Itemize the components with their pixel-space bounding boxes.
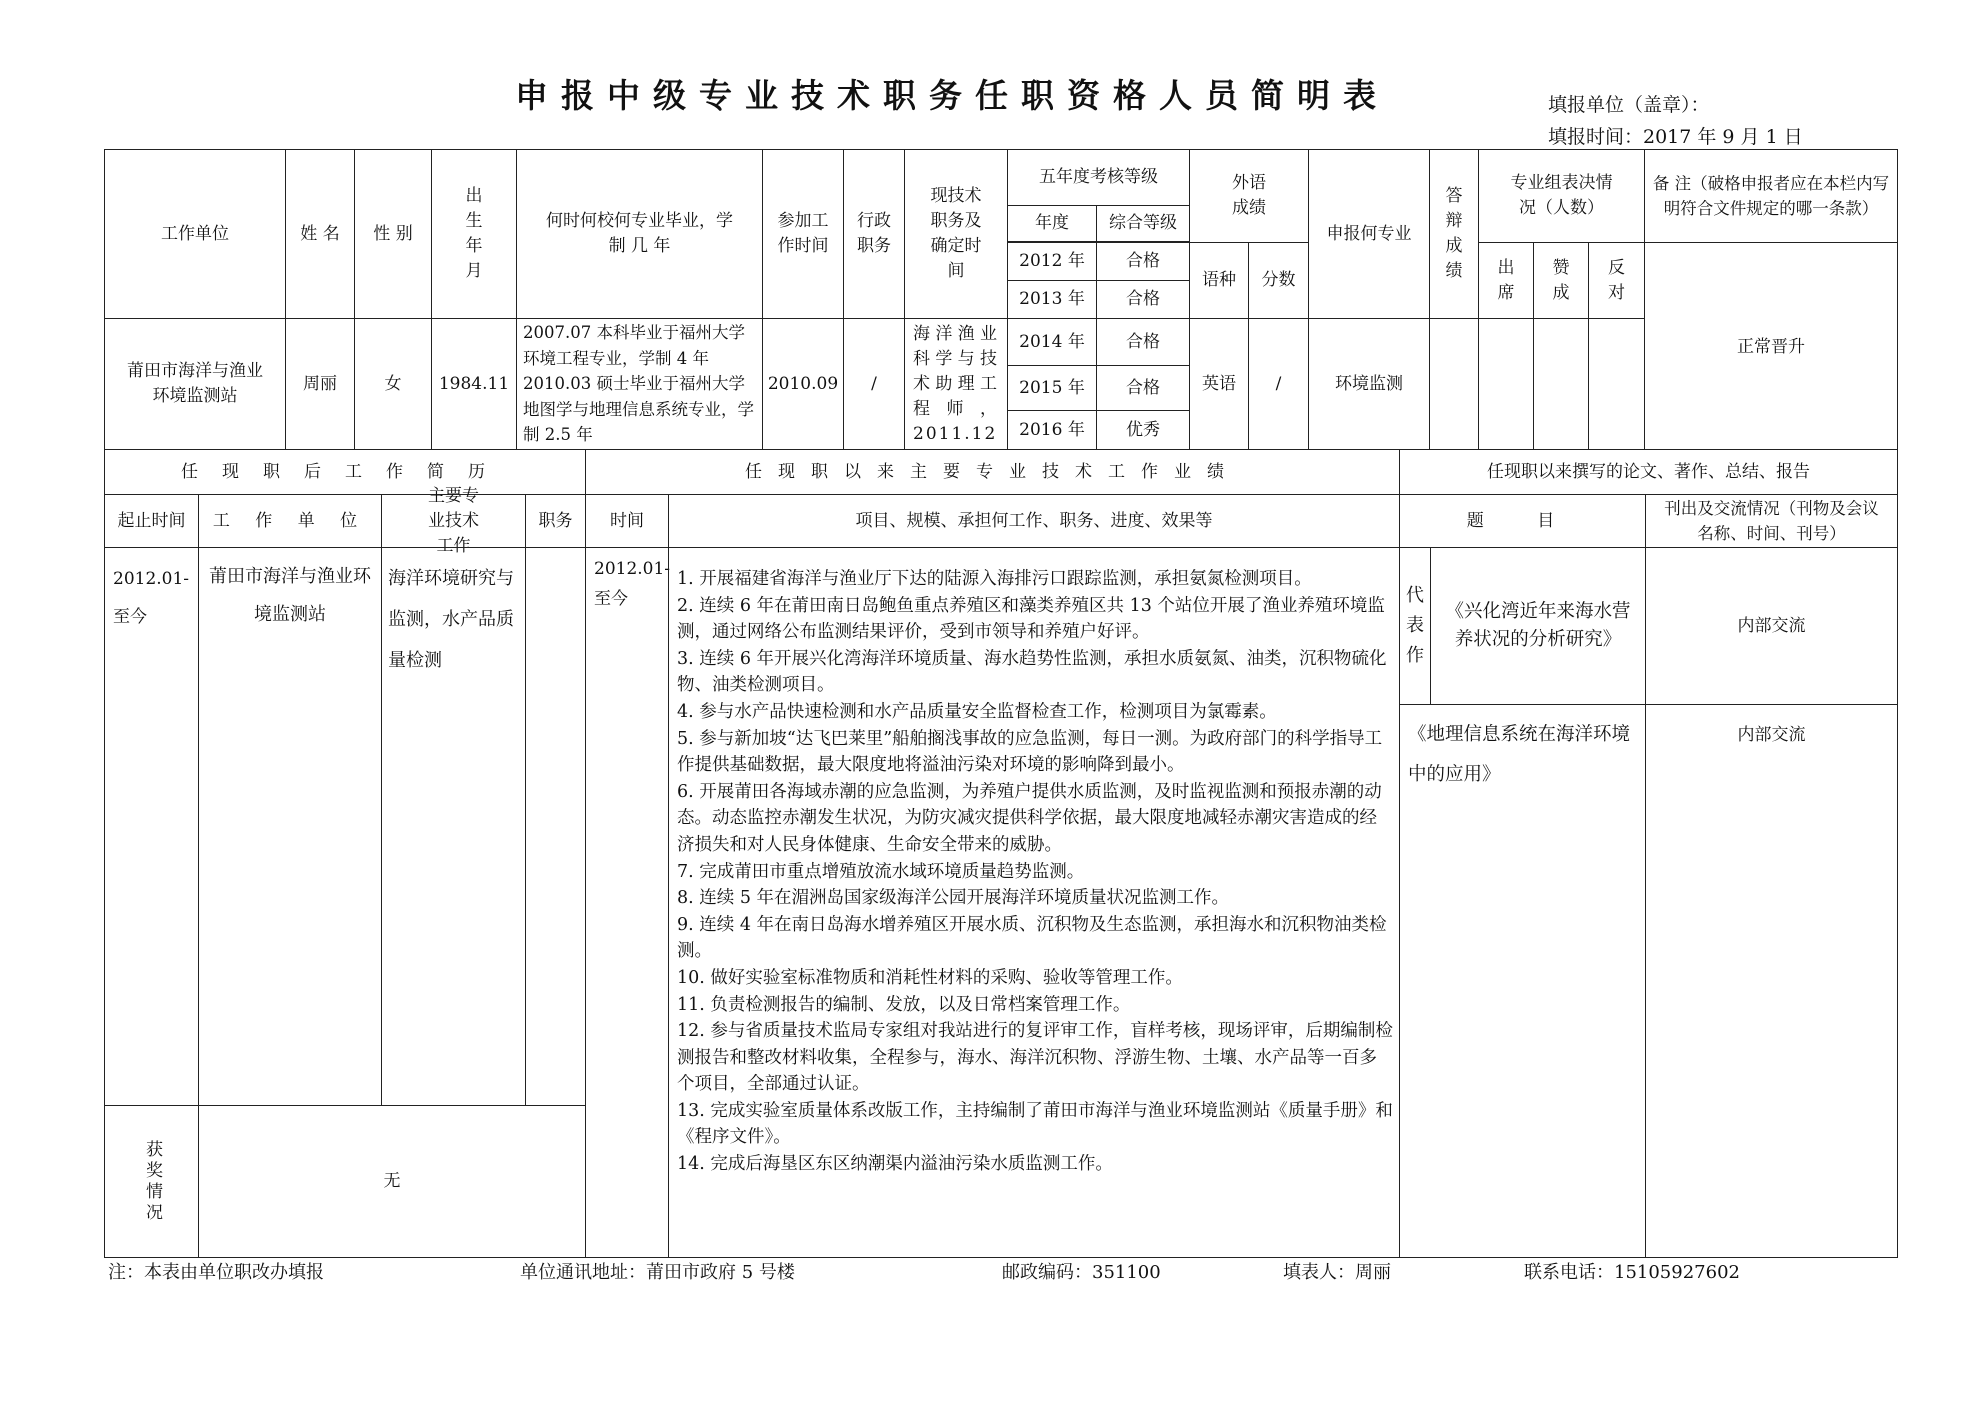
fill-date: 填报时间：2017 年 9 月 1 日 (1548, 126, 1803, 148)
th-year: 年度 (1007, 205, 1097, 242)
person-apply-major: 环境监测 (1308, 318, 1430, 450)
fill-unit: 填报单位（盖章）： (1548, 94, 1710, 116)
history-main-work: 海洋环境研究与监测，水产品质量检测 (381, 547, 526, 1106)
awards-label: 获奖情况 (104, 1105, 199, 1258)
sh-period: 起止时间 (104, 494, 199, 548)
achievement-item: 10. 做好实验室标准物质和消耗性材料的采购、验收等管理工作。 (677, 967, 1183, 988)
history-period: 2012.01-至今 (104, 547, 199, 1106)
person-graduation: 2007.07 本科毕业于福州大学环境工程专业，学制 4 年 2010.03 硕士毕业于福州大学地图学与地理信息系统专业，学制 2.5 年 (516, 318, 763, 450)
person-defense (1429, 318, 1479, 450)
history-post (525, 547, 586, 1106)
achievement-item: 12. 参与省质量技术监局专家组对我站进行的复评审工作，盲样考核，现场评审，后期编制检测报告和整改材料收集，全程参与，海水、海洋沉积物、浮游生物、土壤、水产品等一百多个项目，全部通过认证。 (677, 1021, 1393, 1095)
achievements-cell (668, 547, 1400, 1258)
th-graduation: 何时何校何专业毕业，学 制 几 年 (516, 149, 763, 319)
assessment-grade: 合格 (1096, 318, 1190, 366)
th-score: 分数 (1248, 242, 1309, 319)
person-start-work: 2010.09 (762, 318, 844, 450)
sh-topic: 题 目 (1399, 494, 1646, 548)
person-current-title: 海洋渔业科学与技术助理工程师，2011.12 (904, 318, 1008, 450)
paper-title: 《地理信息系统在海洋环境中的应用》 (1399, 704, 1646, 1258)
section-history: 任现职后工作简历 (104, 449, 586, 495)
footer-filler: 填表人：周丽 (1283, 1262, 1391, 1283)
footer-address: 单位通讯地址：莆田市政府 5 号楼 (520, 1262, 795, 1283)
sh-publication: 刊出及交流情况（刊物及会议名称、时间、刊号） (1645, 494, 1898, 548)
person-lang-kind: 英语 (1189, 318, 1249, 450)
paper-title: 《兴化湾近年来海水营养状况的分析研究》 (1430, 547, 1646, 705)
sh-main-work: 主要专业技术工作 (381, 494, 526, 548)
achievements-list (677, 566, 1393, 1178)
history-unit: 莆田市海洋与渔业环境监测站 (198, 547, 382, 1106)
th-start-work: 参加工作时间 (762, 149, 844, 319)
th-defense: 答辩成绩 (1429, 149, 1479, 319)
th-foreign-lang: 外语成绩 (1189, 149, 1309, 243)
assessment-year: 2015 年 (1007, 365, 1097, 411)
person-gender: 女 (354, 318, 432, 450)
person-remarks: 正常晋升 (1644, 242, 1898, 450)
representative-label: 代表作 (1399, 547, 1431, 705)
achievement-item: 9. 连续 4 年在南日岛海水增养殖区开展水质、沉积物及生态监测，承担海水和沉积物油类检测。 (677, 914, 1387, 962)
th-current-title: 现技术职务及确定时间 (904, 149, 1008, 319)
sh-unit: 工 作 单 位 (198, 494, 382, 548)
footer-note: 注：本表由单位职改办填报 (108, 1262, 324, 1283)
assessment-year: 2014 年 (1007, 318, 1097, 366)
th-attend: 出席 (1478, 242, 1534, 319)
achievement-item: 11. 负责检测报告的编制、发放，以及日常档案管理工作。 (677, 994, 1131, 1015)
achievement-time: 2012.01-至今 (585, 547, 669, 1258)
th-grade: 综合等级 (1096, 205, 1190, 242)
footer-postcode: 邮政编码：351100 (1002, 1262, 1161, 1283)
th-approve: 赞成 (1533, 242, 1589, 319)
assessment-year: 2013 年 (1007, 280, 1097, 319)
achievement-item: 5. 参与新加坡“达飞巴莱里”船舶搁浅事故的应急监测，每日一测。为政府部门的科学指导工作提供基础数据，最大限度地将溢油污染对环境的影响降到最小。 (677, 728, 1383, 776)
th-apply-major: 申报何专业 (1308, 149, 1430, 319)
sh-time: 时间 (585, 494, 669, 548)
awards-value: 无 (198, 1105, 586, 1258)
achievement-item: 8. 连续 5 年在湄洲岛国家级海洋公园开展海洋环境质量状况监测工作。 (677, 888, 1230, 909)
sh-post: 职务 (525, 494, 586, 548)
th-against: 反对 (1588, 242, 1645, 319)
achievement-item: 14. 完成后海垦区东区纳潮渠内溢油污染水质监测工作。 (677, 1154, 1113, 1175)
th-name: 姓 名 (285, 149, 355, 319)
th-work-unit: 工作单位 (104, 149, 286, 319)
assessment-year: 2012 年 (1007, 242, 1097, 281)
th-gender: 性 别 (354, 149, 432, 319)
section-papers: 任现职以来撰写的论文、著作、总结、报告 (1399, 449, 1898, 495)
achievement-item: 2. 连续 6 年在莆田南日岛鲍鱼重点养殖区和藻类养殖区共 13 个站位开展了渔业养殖环境监测，通过网络公布监测结果评价，受到市领导和养殖户好评。 (677, 595, 1385, 643)
achievement-item: 13. 完成实验室质量体系改版工作，主持编制了莆田市海洋与渔业环境监测站《质量手册》和《程序文件》。 (677, 1100, 1393, 1148)
page-title: 申报中级专业技术职务任职资格人员简明表 (515, 76, 1389, 115)
assessment-grade: 合格 (1096, 242, 1190, 281)
th-birth: 出生年月 (431, 149, 517, 319)
section-achievements: 任现职以来主要专业技术工作业绩 (585, 449, 1400, 495)
person-attend (1478, 318, 1534, 450)
assessment-grade: 合格 (1096, 365, 1190, 411)
person-approve (1533, 318, 1589, 450)
paper-publication: 内部交流 (1645, 547, 1898, 705)
person-score: / (1248, 318, 1309, 450)
achievement-item: 4. 参与水产品快速检测和水产品质量安全监督检查工作，检测项目为氯霉素。 (677, 701, 1277, 722)
assessment-grade: 优秀 (1096, 410, 1190, 450)
th-lang-kind: 语种 (1189, 242, 1249, 319)
assessment-grade: 合格 (1096, 280, 1190, 319)
person-work-unit: 莆田市海洋与渔业环境监测站 (104, 318, 286, 450)
th-committee: 专业组表决情况（人数） (1478, 149, 1645, 243)
achievement-item: 1. 开展福建省海洋与渔业厅下达的陆源入海排污口跟踪监测，承担氨氮检测项目。 (677, 569, 1312, 589)
assessment-year: 2016 年 (1007, 410, 1097, 450)
paper-publication: 内部交流 (1645, 704, 1898, 1258)
th-admin-post: 行政职务 (843, 149, 905, 319)
person-name: 周丽 (285, 318, 355, 450)
person-admin-post: / (843, 318, 905, 450)
person-against (1588, 318, 1645, 450)
achievement-item: 6. 开展莆田各海域赤潮的应急监测，为养殖户提供水质监测，及时监视监测和预报赤潮的动态。动态监控赤潮发生状况，为防灾减灾提供科学依据，最大限度地减轻赤潮灾害造成的经济损失和对人民身体健康、生命安全带来的威胁。 (677, 781, 1382, 855)
sh-items: 项目、规模、承担何工作、职务、进度、效果等 (668, 494, 1400, 548)
footer-phone: 联系电话：15105927602 (1524, 1262, 1740, 1283)
achievement-item: 3. 连续 6 年开展兴化湾海洋环境质量、海水趋势性监测，承担水质氨氮、油类，沉积物硫化物、油类检测项目。 (677, 648, 1387, 696)
achievement-item: 7. 完成莆田市重点增殖放流水域环境质量趋势监测。 (677, 861, 1085, 882)
person-birth: 1984.11 (431, 318, 517, 450)
th-remarks: 备 注（破格申报者应在本栏内写明符合文件规定的哪一条款） (1644, 149, 1898, 243)
th-five-year: 五年度考核等级 (1007, 149, 1190, 206)
